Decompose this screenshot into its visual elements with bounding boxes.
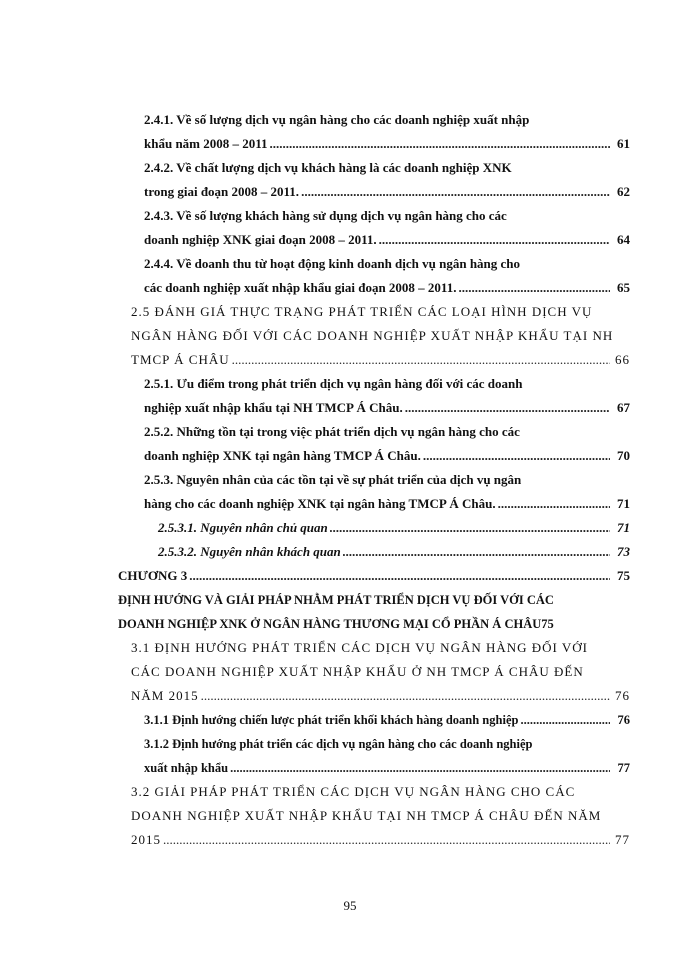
- toc-entry-2-5-3[interactable]: [144, 473, 630, 521]
- toc-entry-text: 2.5.1. Ưu điểm trong phát triển dịch vụ ngân hàng đối với các doanh: [144, 376, 523, 391]
- toc-entry-text: CHƯƠNG 3: [118, 568, 188, 583]
- toc-entry-text: 2015: [131, 832, 161, 847]
- toc-entry-chapter-3[interactable]: [118, 569, 630, 593]
- dot-leader: [405, 401, 610, 415]
- toc-page-number: 70: [617, 448, 630, 463]
- toc-entry-3-2[interactable]: [131, 785, 630, 857]
- dot-leader: [201, 689, 610, 703]
- toc-entry-text: 2.5.3.2. Nguyên nhân khách quan: [158, 544, 341, 559]
- toc-entry-2-5-3-1[interactable]: [158, 521, 630, 545]
- toc-entry-text: 2.4.4. Về doanh thu từ hoạt động kinh doanh dịch vụ ngân hàng cho: [144, 256, 521, 271]
- toc-entry-text: các doanh nghiệp xuất nhập khẩu giai đoạn 2008 – 2011.: [144, 280, 457, 295]
- toc-entry-2-4-1[interactable]: [144, 113, 630, 161]
- toc-entry-text: 3.1.1 Định hướng chiến lược phát triển khối khách hàng doanh nghiệp: [144, 713, 519, 727]
- toc-entry-2-5-3-2[interactable]: [158, 545, 630, 569]
- toc-entry-2-4-2[interactable]: [144, 161, 630, 209]
- toc-page-number: 75: [541, 617, 554, 631]
- toc-entry-text: 2.5.2. Những tồn tại trong việc phát triển dịch vụ ngân hàng cho các: [144, 424, 520, 439]
- toc-page-number: 75: [617, 568, 630, 583]
- toc-entry-text: 2.4.2. Về chất lượng dịch vụ khách hàng là các doanh nghiệp XNK: [144, 160, 512, 175]
- toc-entry-text: 2.4.3. Về số lượng khách hàng sử dụng dịch vụ ngân hàng cho các: [144, 208, 507, 223]
- toc-entry-text: hàng cho các doanh nghiệp XNK tại ngân hàng TMCP Á Châu.: [144, 496, 496, 511]
- toc-entry-text: khẩu năm 2008 – 2011: [144, 136, 268, 151]
- dot-leader: [423, 449, 610, 463]
- dot-leader: [163, 833, 610, 847]
- dot-leader: [330, 521, 610, 535]
- dot-leader: [270, 137, 610, 151]
- toc-entry-text: DOANH NGHIỆP XNK Ở NGÂN HÀNG THƯƠNG MẠI CỔ PHẦN Á CHÂU: [118, 617, 542, 631]
- dot-leader: [343, 545, 610, 559]
- toc-entry-text: TMCP Á CHÂU: [131, 352, 230, 367]
- toc-page-number: 65: [617, 280, 630, 295]
- toc-page-number: 76: [615, 688, 630, 703]
- toc-entry-text: ĐỊNH HƯỚNG VÀ GIẢI PHÁP NHẰM PHÁT TRIỂN DỊCH VỤ ĐỐI VỚI CÁC: [118, 593, 554, 607]
- toc-entry-2-5[interactable]: [131, 305, 630, 377]
- toc-entry-text: 2.5 ĐÁNH GIÁ THỰC TRẠNG PHÁT TRIỂN CÁC LOẠI HÌNH DỊCH VỤ: [131, 304, 593, 319]
- toc-entry-text: doanh nghiệp XNK tại ngân hàng TMCP Á Châu.: [144, 448, 421, 463]
- toc-page-number: 77: [615, 832, 630, 847]
- toc-page-number: 67: [617, 400, 630, 415]
- toc-entry-text: DOANH NGHIỆP XUẤT NHẬP KHẨU TẠI NH TMCP Á CHÂU ĐẾN NĂM: [131, 808, 602, 823]
- toc-page-number: 62: [617, 184, 630, 199]
- toc-entry-text: nghiệp xuất nhập khẩu tại NH TMCP Á Châu.: [144, 400, 403, 415]
- dot-leader: [498, 497, 610, 511]
- dot-leader: [301, 185, 610, 199]
- dot-leader: [520, 713, 610, 727]
- dot-leader: [379, 233, 610, 247]
- toc-entry-3-1-2[interactable]: [144, 737, 630, 785]
- toc-entry-2-4-3[interactable]: [144, 209, 630, 257]
- toc-page-number: 76: [617, 713, 630, 727]
- toc-entry-text: 2.5.3.1. Nguyên nhân chủ quan: [158, 520, 328, 535]
- toc-page-number: 73: [617, 544, 630, 559]
- toc-entry-text: 2.4.1. Về số lượng dịch vụ ngân hàng cho các doanh nghiệp xuất nhập: [144, 112, 530, 127]
- toc-entry-text: CÁC DOANH NGHIỆP XUẤT NHẬP KHẨU Ở NH TMCP Á CHÂU ĐẾN: [131, 664, 584, 679]
- toc-entry-2-4-4[interactable]: [144, 257, 630, 305]
- toc-entry-text: NĂM 2015: [131, 688, 199, 703]
- toc-entry-3-1[interactable]: [131, 641, 630, 713]
- toc-entry-text: 3.1 ĐỊNH HƯỚNG PHÁT TRIỂN CÁC DỊCH VỤ NGÂN HÀNG ĐỐI VỚI: [131, 640, 589, 655]
- toc-page-number: 71: [617, 520, 630, 535]
- dot-leader: [230, 761, 610, 775]
- toc-page-number: 61: [617, 136, 630, 151]
- toc-page-number: 66: [615, 352, 630, 367]
- toc-entry-text: 3.2 GIẢI PHÁP PHÁT TRIỂN CÁC DỊCH VỤ NGÂN HÀNG CHO CÁC: [131, 784, 576, 799]
- toc-entry-3-1-1[interactable]: [144, 713, 630, 737]
- toc-entry-text: trong giai đoạn 2008 – 2011.: [144, 184, 300, 199]
- toc-page-number: 71: [617, 496, 630, 511]
- toc-entry-text: NGÂN HÀNG ĐỐI VỚI CÁC DOANH NGHIỆP XUẤT NHẬP KHẨU TẠI NH: [131, 328, 614, 343]
- toc-entry-text: 2.5.3. Nguyên nhân của các tồn tại về sự phát triển của dịch vụ ngân: [144, 472, 522, 487]
- dot-leader: [189, 569, 610, 583]
- toc-entry-text: xuất nhập khẩu: [144, 761, 229, 775]
- toc-page-number: 64: [617, 232, 630, 247]
- toc-page-number: 77: [617, 761, 630, 775]
- toc-entry-2-5-1[interactable]: [144, 377, 630, 425]
- toc-entry-2-5-2[interactable]: [144, 425, 630, 473]
- toc-entry-text: doanh nghiệp XNK giai đoạn 2008 – 2011.: [144, 232, 377, 247]
- page-number: 95: [343, 898, 357, 913]
- dot-leader: [458, 281, 610, 295]
- toc-entry-text: 3.1.2 Định hướng phát triển các dịch vụ ngân hàng cho các doanh nghiệp: [144, 737, 533, 751]
- toc-entry-chapter-3-title[interactable]: [118, 593, 630, 641]
- dot-leader: [232, 353, 610, 367]
